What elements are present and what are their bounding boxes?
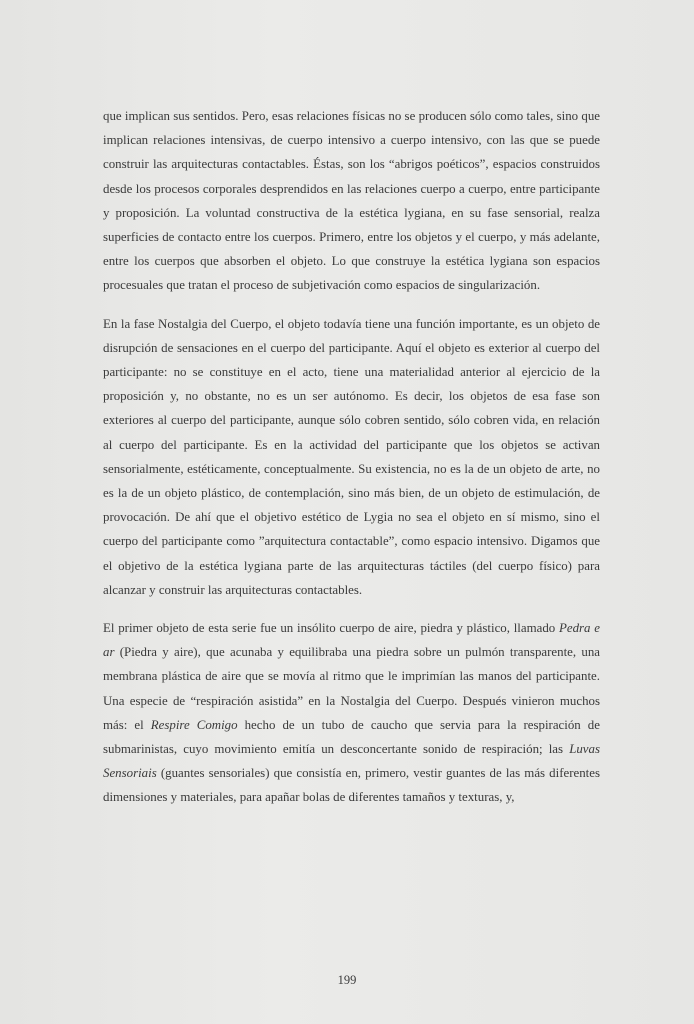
- paragraph-abrigos-poeticos: que implican sus sentidos. Pero, esas relaciones físicas no se producen sólo como tales, sino que implican relaciones intensivas, de cuerpo intensivo a cuerpo intensivo, con las que se puede construir las arquitecturas contactables. Éstas, son los “abrigos poéticos”, espacios construidos desde los procesos corporales desprendidos en las relaciones cuerpo a cuerpo, entre participante y proposición. La voluntad constructiva de la estética lygiana, en su fase sensorial, realza superficies de contacto entre los cuerpos. Primero, entre los objetos y el cuerpo, y más adelante, entre los cuerpos que absorben el objeto. Lo que construye la estética lygiana son espacios procesuales que tratan el proceso de subjetivación como espacios de singularización.: [103, 109, 600, 293]
- paragraph-3-text-2: (Piedra y aire), que acunaba y equilibraba una piedra sobre un pulmón transparente, una membrana plástica de aire que se movía al ritmo que le imprimían las manos del participante. Una especie de “respiración asistida” en la Nostalgia del Cuerpo. Después vinieron muchos más: el: [103, 645, 600, 732]
- paragraph-3-text-3: hecho de un tubo de caucho que servia para la respiración de submarinistas, cuyo movimiento emitía un desconcertante sonido de respiración; las: [103, 717, 600, 757]
- artwork-title-pedra-e-ar: Pedra e ar: [103, 621, 600, 660]
- artwork-title-respire-comigo: Respire Comigo: [150, 717, 238, 732]
- artwork-title-luvas-sensoriais: Luvas Sensoriais: [103, 742, 600, 781]
- paragraph-nostalgia-del-cuerpo: En la fase Nostalgia del Cuerpo, el objeto todavía tiene una función importante, es un objeto de disrupción de sensaciones en el cuerpo del participante. Aquí el objeto es exterior al cuerpo del participante: no se constituye en el acto, tiene una materialidad anterior al ejercicio de la proposición y, no obstante, no es un ser autónomo. Es decir, los objetos de esa fase son exteriores al cuerpo del participante, aunque sólo cobren sentido, sólo cobren vida, en relación al cuerpo del participante. Es en la actividad del participante que los objetos se activan sensorialmente, estéticamente, conceptualmente. Su existencia, no es la de un objeto de arte, no es la de un objeto plástico, de contemplación, sino más bien, de un objeto de estimulación, de provocación. De ahí que el objetivo estético de Lygia no sea el objeto en sí mismo, sino el cuerpo del participante como ”arquitectura contactable”, como espacio intensivo. Digamos que el objetivo de la estética lygiana parte de las arquitecturas táctiles (del cuerpo físico) para alcanzar y construir las arquitecturas contactables.: [103, 316, 600, 597]
- paragraph-primer-objeto: [103, 616, 600, 810]
- page-number: 199: [337, 973, 357, 987]
- body-text: [103, 104, 600, 824]
- paragraph-3-text-1: El primer objeto de esta serie fue un insólito cuerpo de aire, piedra y plástico, llamado: [103, 621, 559, 636]
- paragraph-3-text-4: (guantes sensoriales) que consistía en, primero, vestir guantes de las más diferentes dimensiones y materiales, para apañar bolas de diferentes tamaños y texturas, y,: [103, 766, 600, 805]
